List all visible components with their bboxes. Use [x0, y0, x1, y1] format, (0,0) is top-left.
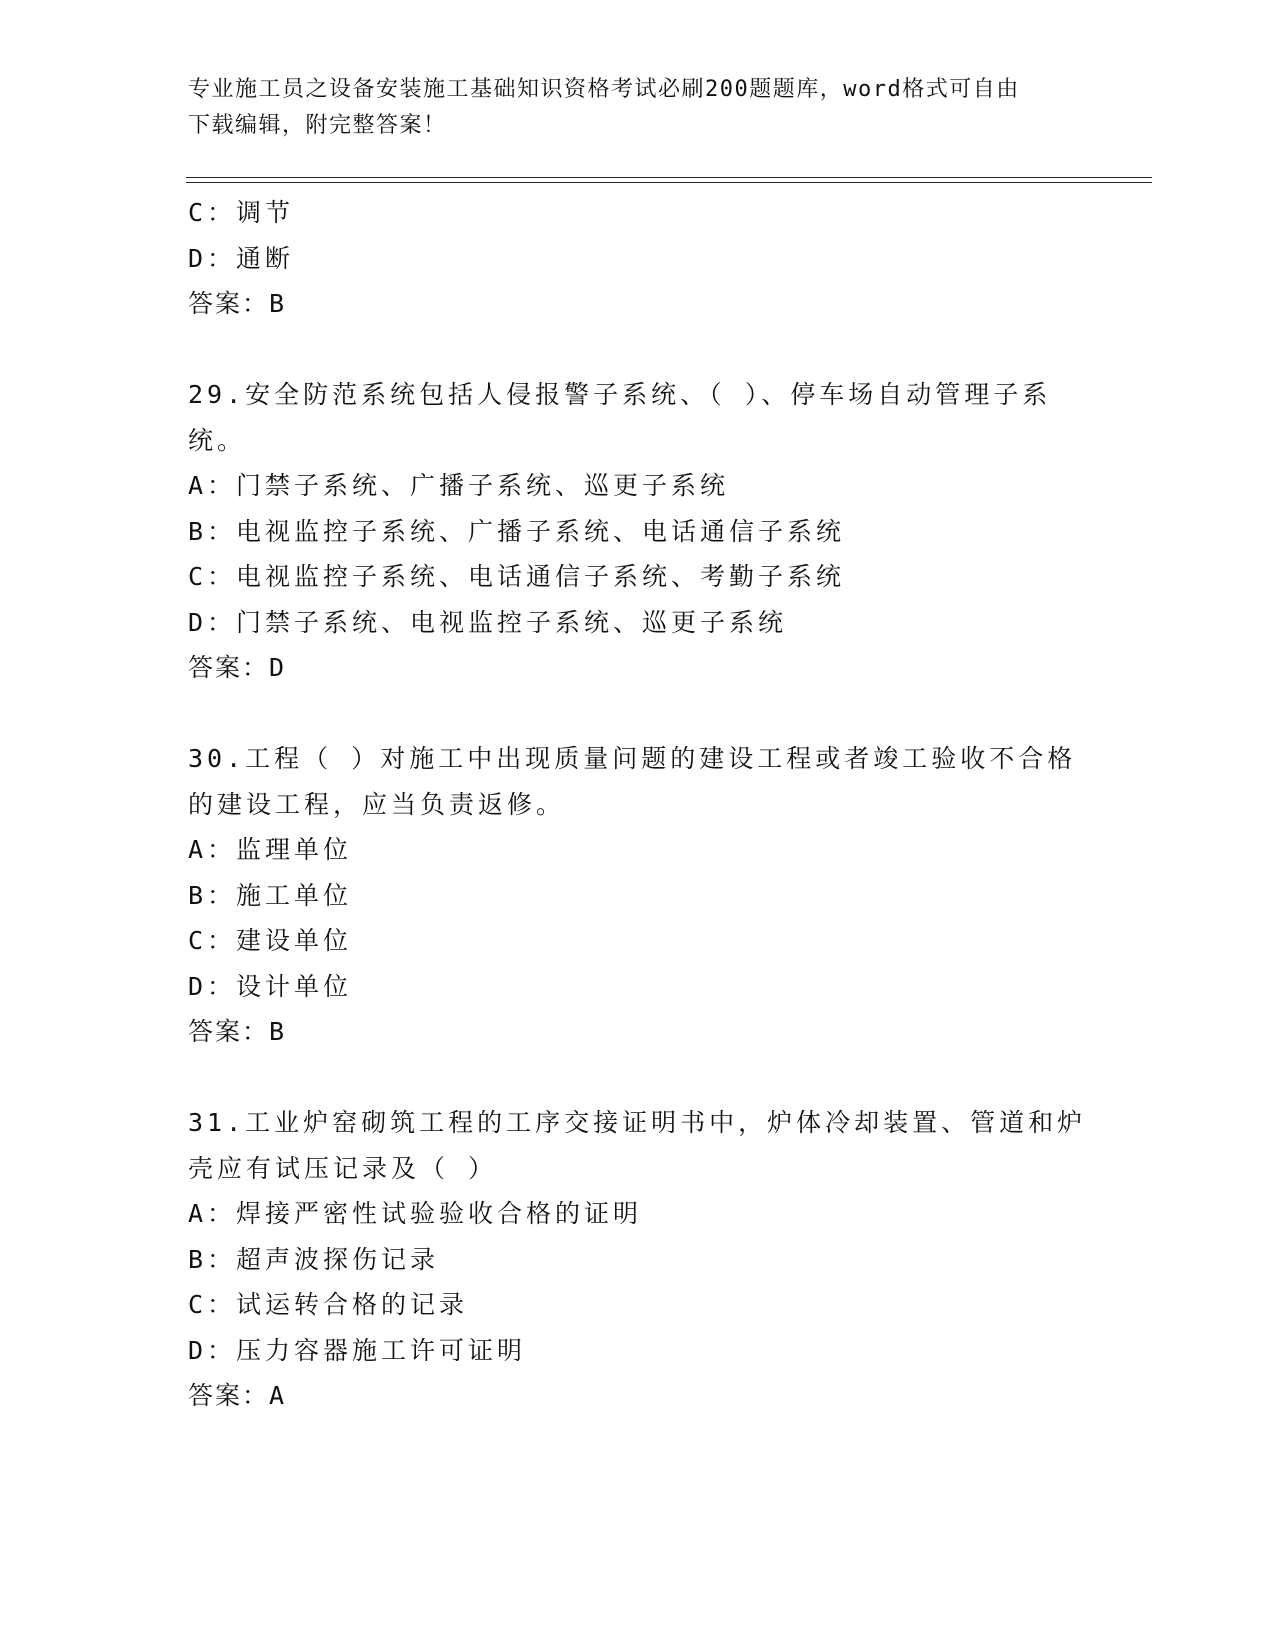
question-31	[188, 1100, 1088, 1419]
header-line-2: 下载编辑，附完整答案！	[188, 113, 447, 138]
question-text: 壳应有试压记录及（ ）	[188, 1153, 498, 1183]
question-text: 30.工程（ ）对施工中出现质量问题的建设工程或者竣工验收不合格	[188, 744, 1077, 773]
answer: 答案：B	[188, 1017, 287, 1046]
option-c: C：电视监控子系统、电话通信子系统、考勤子系统	[188, 562, 846, 591]
option-d: D：门禁子系统、电视监控子系统、巡更子系统	[188, 607, 788, 637]
question-29	[188, 372, 1088, 691]
option-c: C：调节	[188, 198, 295, 227]
question-text: 29.安全防范系统包括人侵报警子系统、（ ）、停车场自动管理子系	[188, 380, 1052, 409]
option-c: C：建设单位	[188, 926, 353, 955]
option-a: A：监理单位	[188, 835, 353, 864]
option-a: A：焊接严密性试验验收合格的证明	[188, 1199, 643, 1228]
answer: 答案：B	[188, 289, 287, 318]
option-b: B：电视监控子系统、广播子系统、电话通信子系统	[188, 516, 846, 546]
question-list	[188, 190, 1088, 1419]
question-text: 统。	[188, 425, 247, 455]
answer: 答案：A	[188, 1381, 287, 1410]
option-b: B：施工单位	[188, 880, 353, 910]
answer: 答案：D	[188, 653, 287, 682]
option-c: C：试运转合格的记录	[188, 1290, 469, 1319]
header-line-1: 专业施工员之设备安装施工基础知识资格考试必刷200题题库，word格式可自由	[188, 77, 1020, 102]
spacer	[188, 327, 1088, 373]
header-rule-top	[186, 177, 1152, 178]
option-d: D：压力容器施工许可证明	[188, 1335, 527, 1365]
spacer	[188, 691, 1088, 737]
question-text: 的建设工程，应当负责返修。	[188, 789, 566, 819]
question-30	[188, 736, 1088, 1055]
option-a: A：门禁子系统、广播子系统、巡更子系统	[188, 471, 730, 500]
option-b: B：超声波探伤记录	[188, 1244, 440, 1274]
spacer	[188, 1055, 1088, 1101]
document-header	[188, 72, 1068, 144]
option-d: D：设计单位	[188, 971, 353, 1001]
header-rule-bottom	[186, 182, 1152, 183]
option-d: D：通断	[188, 243, 295, 273]
carryover-block	[188, 190, 1088, 327]
question-text: 31.工业炉窑砌筑工程的工序交接证明书中，炉体冷却装置、管道和炉	[188, 1108, 1087, 1137]
